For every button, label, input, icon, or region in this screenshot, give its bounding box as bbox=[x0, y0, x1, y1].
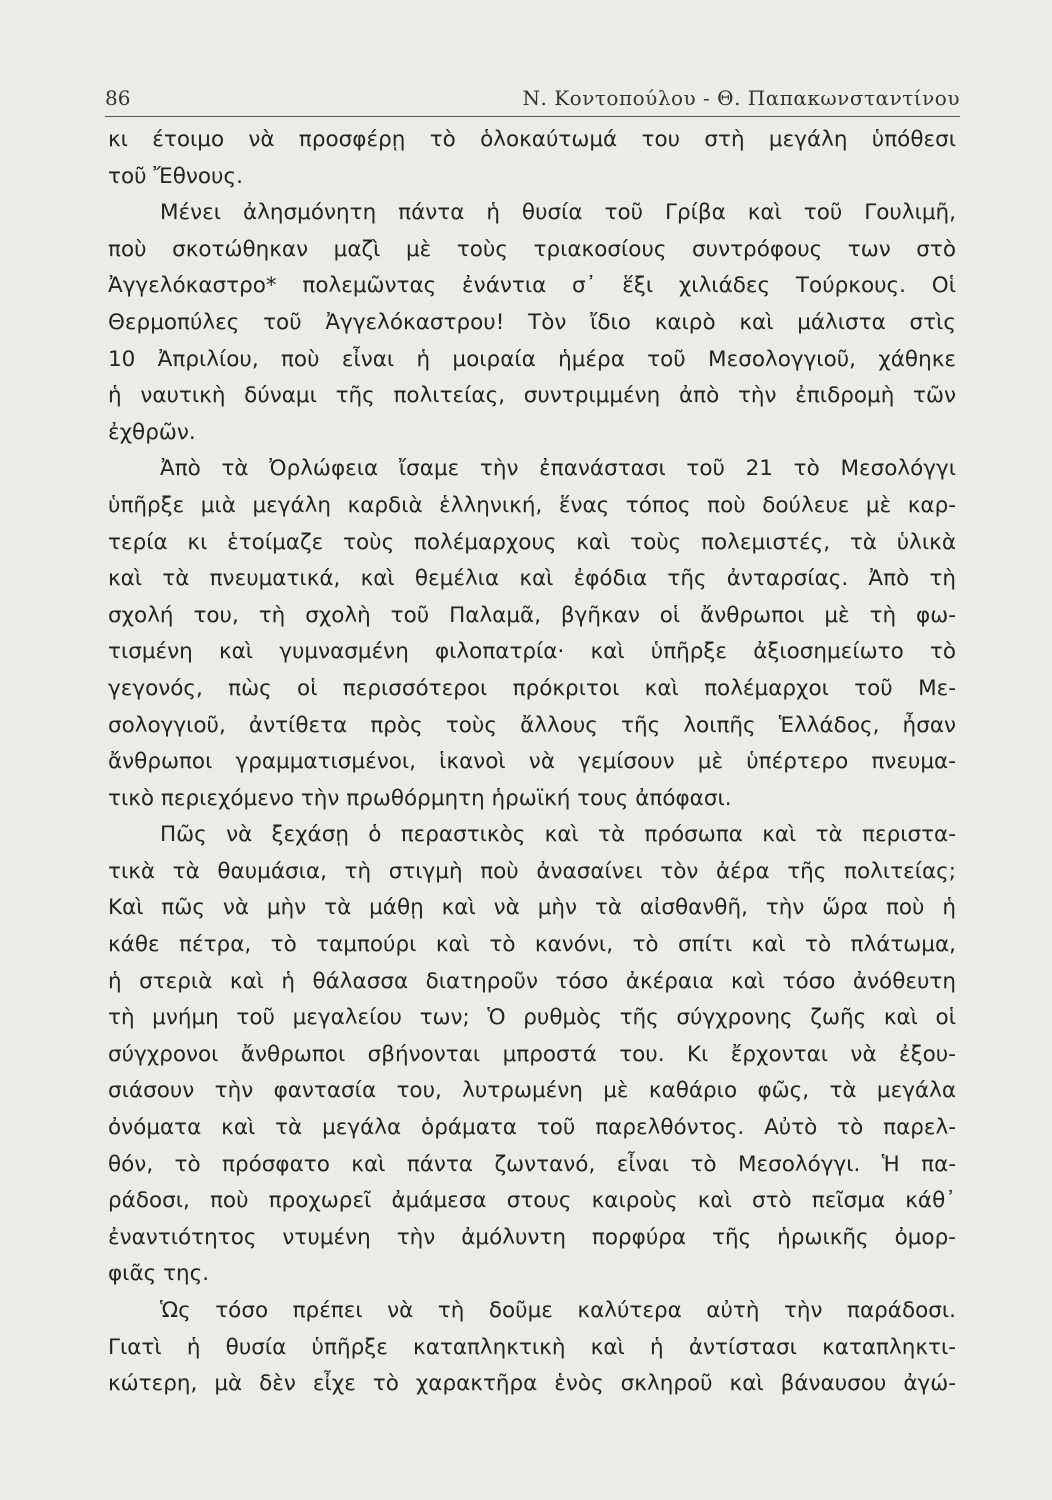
text-line: ὀνόματα καὶ τὰ μεγάλα ὁράματα τοῦ παρελθόντος. Αὐτὸ τὸ παρελ- bbox=[108, 1115, 956, 1141]
text-line: ποὺ σκοτώθηκαν μαζὶ μὲ τοὺς τριακοσίους συντρόφους των στὸ bbox=[108, 236, 956, 262]
running-head: Ν. Κοντοπούλου - Θ. Παπακωνσταντίνου bbox=[522, 86, 960, 110]
text-line: τικὸ περιεχόμενο τὴν πρωθόρμητη ἡρωϊκή τους ἀπόφασι. bbox=[108, 785, 732, 811]
text-line: Ἀγγελόκαστρο* πολεμῶντας ἐνάντια σ᾽ ἕξι χιλιάδες Τούρκους. Οἱ bbox=[108, 273, 956, 299]
text-line: τὴ μνήμη τοῦ μεγαλείου των; Ὁ ρυθμὸς τῆς σύγχρονης ζωῆς καὶ οἱ bbox=[108, 1005, 956, 1031]
page-number: 86 bbox=[105, 86, 131, 110]
text-line: κώτερη, μὰ δὲν εἶχε τὸ χαρακτῆρα ἑνὸς σκληροῦ καὶ βάναυσου ἀγώ- bbox=[108, 1371, 956, 1397]
text-line: σολογγιοῦ, ἀντίθετα πρὸς τοὺς ἄλλους τῆς λοιπῆς Ἑλλάδος, ἦσαν bbox=[108, 712, 956, 738]
text-line: Γιατὶ ἡ θυσία ὑπῆρξε καταπληκτικὴ καὶ ἡ ἀντίστασι καταπληκτι- bbox=[108, 1334, 956, 1360]
text-line: ράδοσι, ποὺ προχωρεῖ ἀμάμεσα στους καιροὺς καὶ στὸ πεῖσμα κάθ᾽ bbox=[108, 1188, 956, 1214]
text-line: κάθε πέτρα, τὸ ταμπούρι καὶ τὸ κανόνι, τὸ σπίτι καὶ τὸ πλάτωμα, bbox=[108, 932, 956, 958]
text-line: Θερμοπύλες τοῦ Ἀγγελόκαστρου! Τὸν ἴδιο καιρὸ καὶ μάλιστα στὶς bbox=[108, 309, 956, 335]
text-line: τερία κι ἑτοίμαζε τοὺς πολέμαρχους καὶ τοὺς πολεμιστές, τὰ ὑλικὰ bbox=[108, 529, 956, 555]
text-line: τισμένη καὶ γυμνασμένη φιλοπατρία· καὶ ὑπῆρξε ἀξιοσημείωτο τὸ bbox=[108, 639, 956, 665]
text-line: σύγχρονοι ἄνθρωποι σβήνονται μπροστά του. Κι ἔρχονται νὰ ἐξου- bbox=[108, 1041, 956, 1067]
text-line: καὶ τὰ πνευματικά, καὶ θεμέλια καὶ ἐφόδια τῆς ἀνταρσίας. Ἀπὸ τὴ bbox=[108, 566, 956, 592]
text-line: ἐχθρῶν. bbox=[108, 419, 196, 445]
text-line: κι έτοιμο νὰ προσφέρῃ τὸ ὁλοκαύτωμά του στὴ μεγάλη ὑπόθεσι bbox=[108, 127, 956, 152]
text-line: γεγονός, πὼς οἱ περισσότεροι πρόκριτοι καὶ πολέμαρχοι τοῦ Με- bbox=[108, 675, 956, 701]
text-line: ἡ στεριὰ καὶ ἡ θάλασσα διατηροῦν τόσο ἀκέραια καὶ τόσο ἀνόθευτη bbox=[108, 968, 956, 994]
body-text bbox=[108, 122, 956, 1403]
text-line: Καὶ πῶς νὰ μὴν τὰ μάθῃ καὶ νὰ μὴν τὰ αἰσθανθῆ, τὴν ὥρα ποὺ ἡ bbox=[108, 895, 956, 921]
text-line: 10 Ἀπριλίου, ποὺ εἶναι ἡ μοιραία ἡμέρα τοῦ Μεσολογγιοῦ, χάθηκε bbox=[108, 346, 956, 372]
text-line: σιάσουν τὴν φαντασία του, λυτρωμένη μὲ καθάριο φῶς, τὰ μεγάλα bbox=[108, 1078, 956, 1104]
text-line: Πῶς νὰ ξεχάσῃ ὁ περαστικὸς καὶ τὰ πρόσωπα καὶ τὰ περιστα- bbox=[160, 822, 956, 848]
text-line: σχολή του, τὴ σχολὴ τοῦ Παλαμᾶ, βγῆκαν οἱ ἄνθρωποι μὲ τὴ φω- bbox=[108, 602, 956, 628]
text-line: φιᾶς της. bbox=[108, 1261, 210, 1287]
text-line: τικὰ τὰ θαυμάσια, τὴ στιγμὴ ποὺ ἀνασαίνει τὸν ἀέρα τῆς πολιτείας; bbox=[108, 858, 956, 884]
text-line: ἄνθρωποι γραμματισμένοι, ἱκανοὶ νὰ γεμίσουν μὲ ὑπέρτερο πνευμα- bbox=[108, 749, 956, 775]
text-line: Ἀπὸ τὰ Ὀρλώφεια ἴσαμε τὴν ἐπανάστασι τοῦ 21 τὸ Μεσολόγγι bbox=[160, 456, 956, 482]
text-line: θόν, τὸ πρόσφατο καὶ πάντα ζωντανό, εἶναι τὸ Μεσολόγγι. Ἡ πα- bbox=[108, 1151, 956, 1177]
text-line: ὑπῆρξε μιὰ μεγάλη καρδιὰ ἑλληνική, ἕνας τόπος ποὺ δούλευε μὲ καρ- bbox=[108, 492, 956, 518]
text-line: ἐναντιότητος ντυμένη τὴν ἀμόλυντη πορφύρα τῆς ἡρωικῆς ὀμορ- bbox=[108, 1224, 956, 1250]
text-line: ἡ ναυτικὴ δύναμι τῆς πολιτείας, συντριμμένη ἀπὸ τὴν ἐπιδρομὴ τῶν bbox=[108, 383, 956, 409]
text-line: τοῦ Ἔθνους. bbox=[108, 163, 243, 189]
page-header bbox=[105, 82, 960, 117]
text-line: Ὡς τόσο πρέπει νὰ τὴ δοῦμε καλύτερα αὐτὴ τὴν παράδοσι. bbox=[160, 1298, 956, 1323]
text-line: Μένει ἀλησμόνητη πάντα ἡ θυσία τοῦ Γρίβα καὶ τοῦ Γουλιμῆ, bbox=[160, 200, 956, 226]
